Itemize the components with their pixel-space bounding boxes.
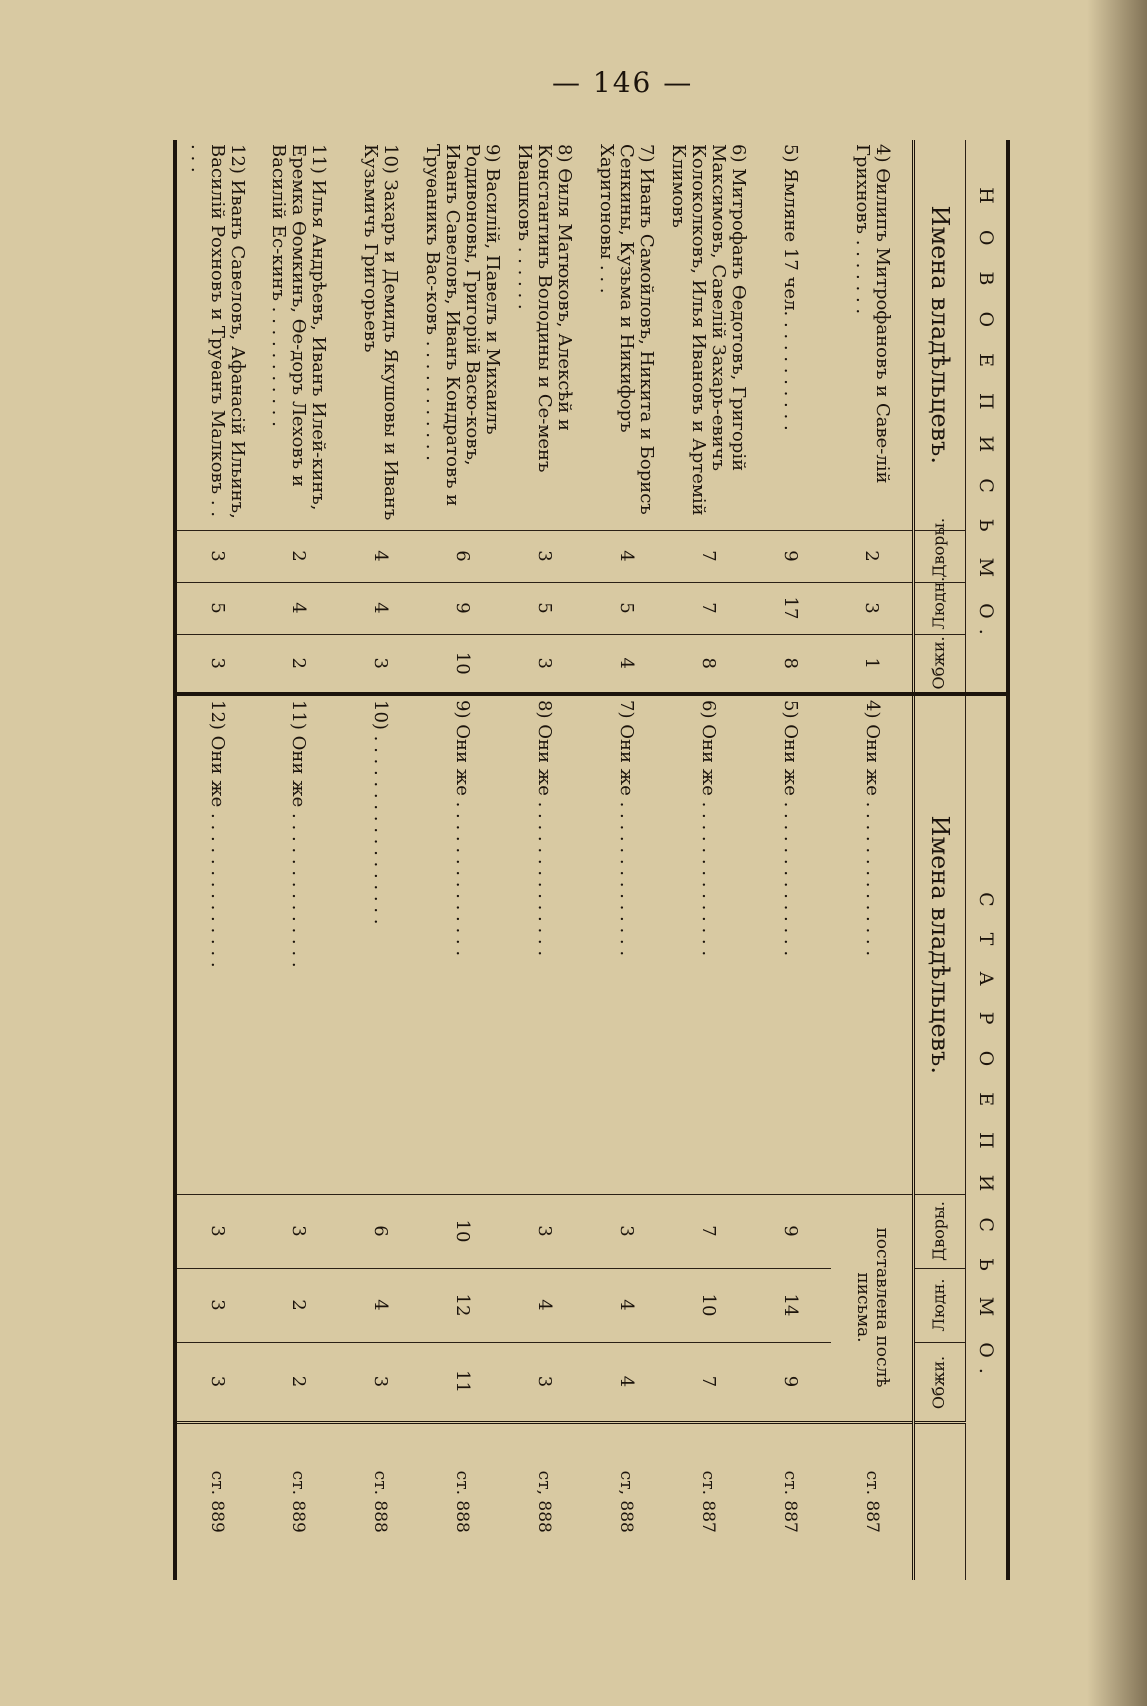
old-owner-names: 8) Они же . . . . . . . . . . . . . . [504, 694, 586, 1194]
reference-value: ст. 889 [176, 1422, 258, 1580]
new-people-value: 4 [258, 582, 340, 634]
new-yards-value: 7 [668, 530, 750, 582]
new-yards-value: 2 [258, 530, 340, 582]
reference-value: ст. 888 [422, 1422, 504, 1580]
old-tax-value: 3 [504, 1342, 586, 1422]
new-owner-names: 6) Митрофанъ Ѳедотовъ, Григорій Максимовъ, Савелій Захарь-евичъ Колоколковъ, Илья Ивановъ и Артемій Климовъ [668, 140, 750, 530]
old-tax-value: 2 [258, 1342, 340, 1422]
new-people-value: 17 [750, 582, 832, 634]
old-owner-names: 5) Они же . . . . . . . . . . . . . . [750, 694, 832, 1194]
old-people-value: 4 [504, 1268, 586, 1342]
new-tax-value: 2 [258, 634, 340, 694]
new-names-column-header: Имена владѣльцевъ. [914, 140, 966, 530]
new-owner-names: 10) Захаръ и Демидъ Якушовы и Иванъ Кузьмичъ Григорьевъ [340, 140, 422, 530]
table-row [832, 140, 914, 1580]
old-people-value: 12 [422, 1268, 504, 1342]
new-yards-value: 3 [176, 530, 258, 582]
reference-value: ст, 888 [586, 1422, 668, 1580]
old-owner-names: 10) . . . . . . . . . . . . . . . . . [340, 694, 422, 1194]
old-tax-value: 4 [586, 1342, 668, 1422]
new-people-value: 9 [422, 582, 504, 634]
page-number: — 146 — [552, 66, 694, 99]
old-yards-column-header: Дворы. [914, 1194, 966, 1268]
old-tax-value: 7 [668, 1342, 750, 1422]
old-people-value: 3 [176, 1268, 258, 1342]
new-owner-names: 4) Ѳилипъ Митрофановъ и Саве-лій Грихновъ . . . . . . . [832, 140, 914, 530]
table-row [750, 140, 832, 1580]
old-owner-names: 7) Они же . . . . . . . . . . . . . . [586, 694, 668, 1194]
new-owner-names: 9) Василій, Павелъ и Михаилъ Родивоновы, Григорій Васю-ковъ, Иванъ Савеловъ, Иванъ Кондратовъ и Труѳаникъ Вас-ковъ . . . . . . . . . . . [422, 140, 504, 530]
old-names-column-header: Имена владѣльцевъ. [914, 694, 966, 1194]
table-row [176, 140, 258, 1580]
old-people-value: 4 [586, 1268, 668, 1342]
new-people-value: 5 [176, 582, 258, 634]
new-people-value: 4 [340, 582, 422, 634]
new-owner-names: 8) Ѳиля Матюковъ, Алексѣй и Константинъ Володины и Се-менъ Ивашковъ . . . . . . [504, 140, 586, 530]
old-owner-names: 6) Они же . . . . . . . . . . . . . . [668, 694, 750, 1194]
new-yards-value: 4 [586, 530, 668, 582]
old-yards-value: 3 [258, 1194, 340, 1268]
old-people-value: 10 [668, 1268, 750, 1342]
new-tax-value: 3 [340, 634, 422, 694]
old-note: поставлена послѣ письма. [832, 1194, 914, 1422]
old-letter-header: С Т А Р О Е П И С Ь М О. [966, 694, 1009, 1580]
old-people-column-header: Людн. [914, 1268, 966, 1342]
new-yards-value: 4 [340, 530, 422, 582]
old-people-value: 4 [340, 1268, 422, 1342]
table-row [258, 140, 340, 1580]
reference-value: ст. 888 [340, 1422, 422, 1580]
reference-value: ст. 889 [258, 1422, 340, 1580]
new-people-value: 7 [668, 582, 750, 634]
old-owner-names: 12) Они же . . . . . . . . . . . . . . [176, 694, 258, 1194]
old-yards-value: 6 [340, 1194, 422, 1268]
old-owner-names: 9) Они же . . . . . . . . . . . . . . [422, 694, 504, 1194]
old-yards-value: 3 [504, 1194, 586, 1268]
new-letter-header: Н О В О Е П И С Ь М О. [966, 140, 1009, 694]
new-owner-names: 5) Ямляне 17 чел. . . . . . . . . . . [750, 140, 832, 530]
old-people-value: 2 [258, 1268, 340, 1342]
reference-value: ст, 888 [504, 1422, 586, 1580]
old-tax-value: 3 [176, 1342, 258, 1422]
rotated-table-container [180, 140, 1010, 1580]
old-tax-value: 3 [340, 1342, 422, 1422]
new-yards-value: 9 [750, 530, 832, 582]
old-yards-value: 3 [176, 1194, 258, 1268]
new-tax-value: 10 [422, 634, 504, 694]
table-row [586, 140, 668, 1580]
old-owner-names: 11) Они же . . . . . . . . . . . . . . [258, 694, 340, 1194]
old-tax-value: 11 [422, 1342, 504, 1422]
new-tax-value: 8 [750, 634, 832, 694]
new-people-value: 5 [504, 582, 586, 634]
new-owner-names: 11) Илья Андрѣевъ, Иванъ Илей-кинъ, Еремка Ѳомкинъ, Ѳе-доръ Леховъ и Василій Ес-кинъ . . . . . . . . . . . [258, 140, 340, 530]
new-yards-column-header: Дворы. [914, 530, 966, 582]
new-tax-value: 3 [504, 634, 586, 694]
table-row [668, 140, 750, 1580]
table-row [422, 140, 504, 1580]
new-tax-value: 1 [832, 634, 914, 694]
old-yards-value: 7 [668, 1194, 750, 1268]
old-yards-value: 3 [586, 1194, 668, 1268]
old-owner-names: 4) Они же . . . . . . . . . . . . . . [832, 694, 914, 1194]
new-yards-value: 2 [832, 530, 914, 582]
reference-value: ст. 887 [832, 1422, 914, 1580]
new-people-value: 3 [832, 582, 914, 634]
new-owner-names: 12) Иванъ Савеловъ, Афанасій Ильинъ, Василій Рохновъ и Труѳанъ Малковъ . . . . . [176, 140, 258, 530]
table-row [504, 140, 586, 1580]
new-yards-value: 6 [422, 530, 504, 582]
new-people-value: 5 [586, 582, 668, 634]
new-tax-value: 4 [586, 634, 668, 694]
reference-value: ст. 887 [668, 1422, 750, 1580]
binding-shadow [1087, 0, 1147, 1706]
new-tax-column-header: Обжи. [914, 634, 966, 694]
new-owner-names: 7) Иванъ Самойловъ, Никита и Борисъ Сенкины, Кузьма и Никифоръ Харитоновы . . . [586, 140, 668, 530]
old-yards-value: 10 [422, 1194, 504, 1268]
old-yards-value: 9 [750, 1194, 832, 1268]
table-row [340, 140, 422, 1580]
reference-column-header [914, 1422, 966, 1580]
new-tax-value: 8 [668, 634, 750, 694]
old-tax-value: 9 [750, 1342, 832, 1422]
census-table [174, 140, 1011, 1580]
reference-value: ст. 887 [750, 1422, 832, 1580]
new-yards-value: 3 [504, 530, 586, 582]
new-people-column-header: Людн. [914, 582, 966, 634]
old-tax-column-header: Обжи. [914, 1342, 966, 1422]
new-tax-value: 3 [176, 634, 258, 694]
old-people-value: 14 [750, 1268, 832, 1342]
